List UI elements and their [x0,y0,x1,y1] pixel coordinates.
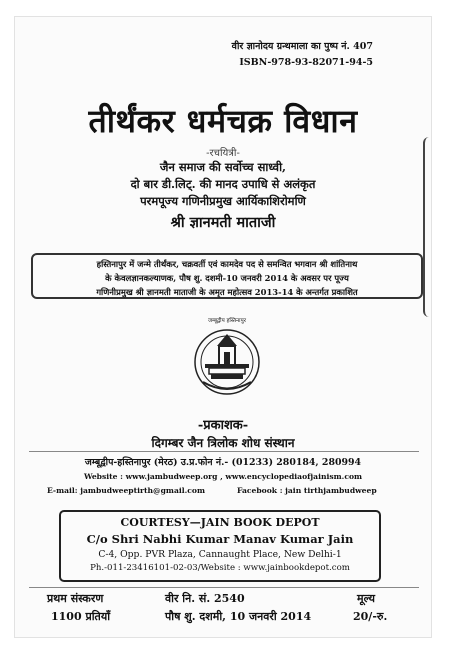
price-label: मूल्य [357,592,375,605]
series-number: वीर ज्ञानोदय ग्रन्थमाला का पुष्प नं. 407 [231,41,373,52]
copies-count: 1100 प्रतियाँ [51,610,111,623]
isbn: ISBN-978-93-82071-94-5 [239,57,373,68]
publication-date: पौष शु. दशमी, 10 जनवरी 2014 [165,610,312,623]
author-line-3: परमपूज्य गणिनीप्रमुख आर्यिकाशिरोमणि [140,194,306,208]
author-label: -रचयित्री- [206,148,240,159]
courtesy-heading: COURTESY—JAIN BOOK DEPOT [120,516,320,529]
info-line-1: हस्तिनापुर में जन्मे तीर्थंकर, चक्रवर्ती एवं कामदेव पद से समन्वित भगवान श्री शांतिनाथ [96,259,358,269]
divider-line [29,451,419,452]
courtesy-box [59,510,381,582]
bottom-divider [29,587,419,588]
author-line-2: दो बार डी.लिट्. की मानद उपाधि से अलंकृत [130,177,316,191]
publisher-name: दिगम्बर जैन त्रिलोक शोध संस्थान [151,436,295,450]
info-line-3: गणिनीप्रमुख श्री ज्ञानमती माताजी के अमृत महोत्सव 2013-14 के अन्तर्गत प्रकाशित [96,287,358,297]
courtesy-line-3: Ph.-011-23416101-02-03/Website : www.jainbookdepot.com [90,563,350,573]
courtesy-line-1: C/o Shri Nabhi Kumar Manav Kumar Jain [86,532,354,546]
publisher-address: जम्बूद्वीप-हस्तिनापुर (मेरठ) उ.प्र.फोन नं.- (01233) 280184, 280994 [84,457,362,468]
book-page [14,16,432,638]
author-name: श्री ज्ञानमती माताजी [170,214,276,231]
publisher-facebook: Facebook : jain tirthjambudweep [237,486,377,495]
edition-label: प्रथम संस्करण [47,592,104,605]
veer-era-year: वीर नि. सं. 2540 [165,592,245,605]
info-line-2: के केवलज्ञानकल्याणक, पौष शु. दशमी-10 जनवरी 2014 के अवसर पर पूज्य [105,273,349,283]
author-line-1: जैन समाज की सर्वोच्च साध्वी, [159,160,287,174]
book-title: तीर्थंकर धर्मचक्र विधान [88,102,358,140]
jambudweep-logo-icon [191,318,263,400]
courtesy-line-2: C-4, Opp. PVR Plaza, Cannaught Place, New Delhi-1 [98,549,342,560]
publisher-website: Website : www.jambudweep.org , www.encyclopediaofjainism.com [83,472,363,481]
price-value: 20/-रु. [353,610,388,623]
publisher-label: -प्रकाशक- [197,418,249,433]
publisher-email: E-mail: jambudweeptirth@gmail.com [47,486,206,495]
publication-info-box [31,253,423,299]
logo-caption: जम्बूद्वीप हस्तिनापुर [208,318,246,324]
